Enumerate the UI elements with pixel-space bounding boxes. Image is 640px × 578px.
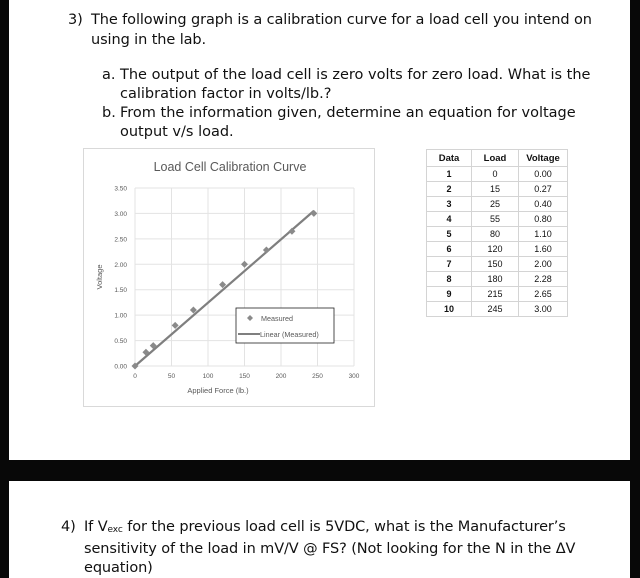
- y-tick-label: 2.50: [114, 236, 127, 244]
- voltage-cell: 0.80: [519, 212, 568, 227]
- voltage-cell: 1.10: [519, 227, 568, 242]
- x-tick-label: 0: [133, 373, 137, 380]
- chart-title: Load Cell Calibration Curve: [153, 160, 307, 174]
- question-4-line-2: sensitivity of the load in mV/V @ FS? (Not looking for the N in the ΔV: [84, 541, 576, 557]
- voltage-cell: 0.27: [519, 182, 568, 197]
- table-header-row: [427, 150, 568, 167]
- load-cell: 0: [472, 167, 519, 182]
- y-tick-label: 0.00: [114, 363, 127, 371]
- load-cell: 215: [472, 287, 519, 302]
- x-tick-label: 250: [312, 373, 323, 380]
- table-row: [427, 212, 568, 227]
- header-load: Load: [472, 150, 519, 167]
- legend-linear: Linear (Measured): [260, 330, 319, 339]
- table-row: [427, 272, 568, 287]
- y-tick-label: 3.50: [114, 185, 127, 193]
- part-b-label: b.: [102, 105, 116, 121]
- y-axis-label: Voltage: [95, 264, 104, 290]
- table-row: [427, 182, 568, 197]
- y-tick-label: 1.00: [114, 312, 127, 320]
- y-tick-label: 0.50: [114, 338, 127, 346]
- voltage-cell: 2.28: [519, 272, 568, 287]
- data-point-diamond-icon: [263, 247, 270, 254]
- chart-canvas: [84, 149, 374, 406]
- load-cell: 25: [472, 197, 519, 212]
- part-a-line-1: The output of the load cell is zero volts for zero load. What is the: [120, 67, 591, 83]
- data-index-cell: 8: [427, 272, 472, 287]
- table-row: [427, 227, 568, 242]
- vexc-subscript: exc: [107, 525, 123, 535]
- x-tick-label: 100: [202, 373, 214, 380]
- question-3-number: 3): [68, 12, 83, 28]
- voltage-cell: 2.00: [519, 257, 568, 272]
- x-tick-label: 200: [275, 373, 287, 380]
- question-3-line-1: The following graph is a calibration curve for a load cell you intend on: [91, 12, 592, 28]
- table-row: [427, 197, 568, 212]
- question-4-line-1-rest: for the previous load cell is 5VDC, what is the Manufacturer’s: [122, 519, 566, 535]
- load-cell: 120: [472, 242, 519, 257]
- calibration-chart: [83, 148, 375, 407]
- part-a-line-2: calibration factor in volts/lb.?: [120, 86, 332, 102]
- load-cell: 15: [472, 182, 519, 197]
- question-4-line-1: [84, 518, 575, 540]
- data-index-cell: 9: [427, 287, 472, 302]
- data-point-diamond-icon: [241, 261, 248, 268]
- table-row: [427, 302, 568, 317]
- question-3-panel: [9, 0, 630, 460]
- load-cell: 80: [472, 227, 519, 242]
- legend-measured: Measured: [261, 314, 293, 323]
- question-3-line-2: using in the lab.: [91, 32, 207, 48]
- data-index-cell: 1: [427, 167, 472, 182]
- load-cell: 180: [472, 272, 519, 287]
- data-index-cell: 2: [427, 182, 472, 197]
- x-tick-label: 300: [348, 373, 360, 380]
- table-row: [427, 167, 568, 182]
- data-index-cell: 7: [427, 257, 472, 272]
- data-index-cell: 10: [427, 302, 472, 317]
- voltage-cell: 1.60: [519, 242, 568, 257]
- header-voltage: Voltage: [519, 150, 568, 167]
- voltage-cell: 2.65: [519, 287, 568, 302]
- chart-legend: [236, 308, 334, 343]
- load-cell: 245: [472, 302, 519, 317]
- y-axis-ticks: [114, 186, 127, 371]
- voltage-cell: 0.00: [519, 167, 568, 182]
- y-tick-label: 1.50: [114, 287, 127, 295]
- question-4-number: 4): [61, 519, 76, 535]
- y-tick-label: 2.00: [114, 261, 127, 269]
- data-index-cell: 5: [427, 227, 472, 242]
- x-axis-ticks: [133, 373, 360, 380]
- table-row: [427, 257, 568, 272]
- load-cell: 150: [472, 257, 519, 272]
- x-axis-label: Applied Force (lb.): [187, 386, 249, 395]
- calibration-data-table: [426, 149, 568, 317]
- load-cell: 55: [472, 212, 519, 227]
- question-4-line-3: equation): [84, 560, 153, 576]
- part-b-line-1: From the information given, determine an equation for voltage: [120, 105, 576, 121]
- voltage-cell: 3.00: [519, 302, 568, 317]
- data-index-cell: 4: [427, 212, 472, 227]
- part-b-line-2: output v/s load.: [120, 124, 234, 140]
- x-tick-label: 150: [239, 373, 250, 380]
- table-row: [427, 242, 568, 257]
- data-point-diamond-icon: [310, 210, 317, 217]
- question-4-panel: [9, 481, 630, 578]
- table-row: [427, 287, 568, 302]
- header-data: Data: [427, 150, 472, 167]
- vexc-prefix: If V: [84, 519, 108, 535]
- y-tick-label: 3.00: [114, 210, 127, 218]
- part-a-label: a.: [102, 67, 116, 83]
- x-tick-label: 50: [167, 373, 176, 380]
- data-index-cell: 6: [427, 242, 472, 257]
- data-index-cell: 3: [427, 197, 472, 212]
- voltage-cell: 0.40: [519, 197, 568, 212]
